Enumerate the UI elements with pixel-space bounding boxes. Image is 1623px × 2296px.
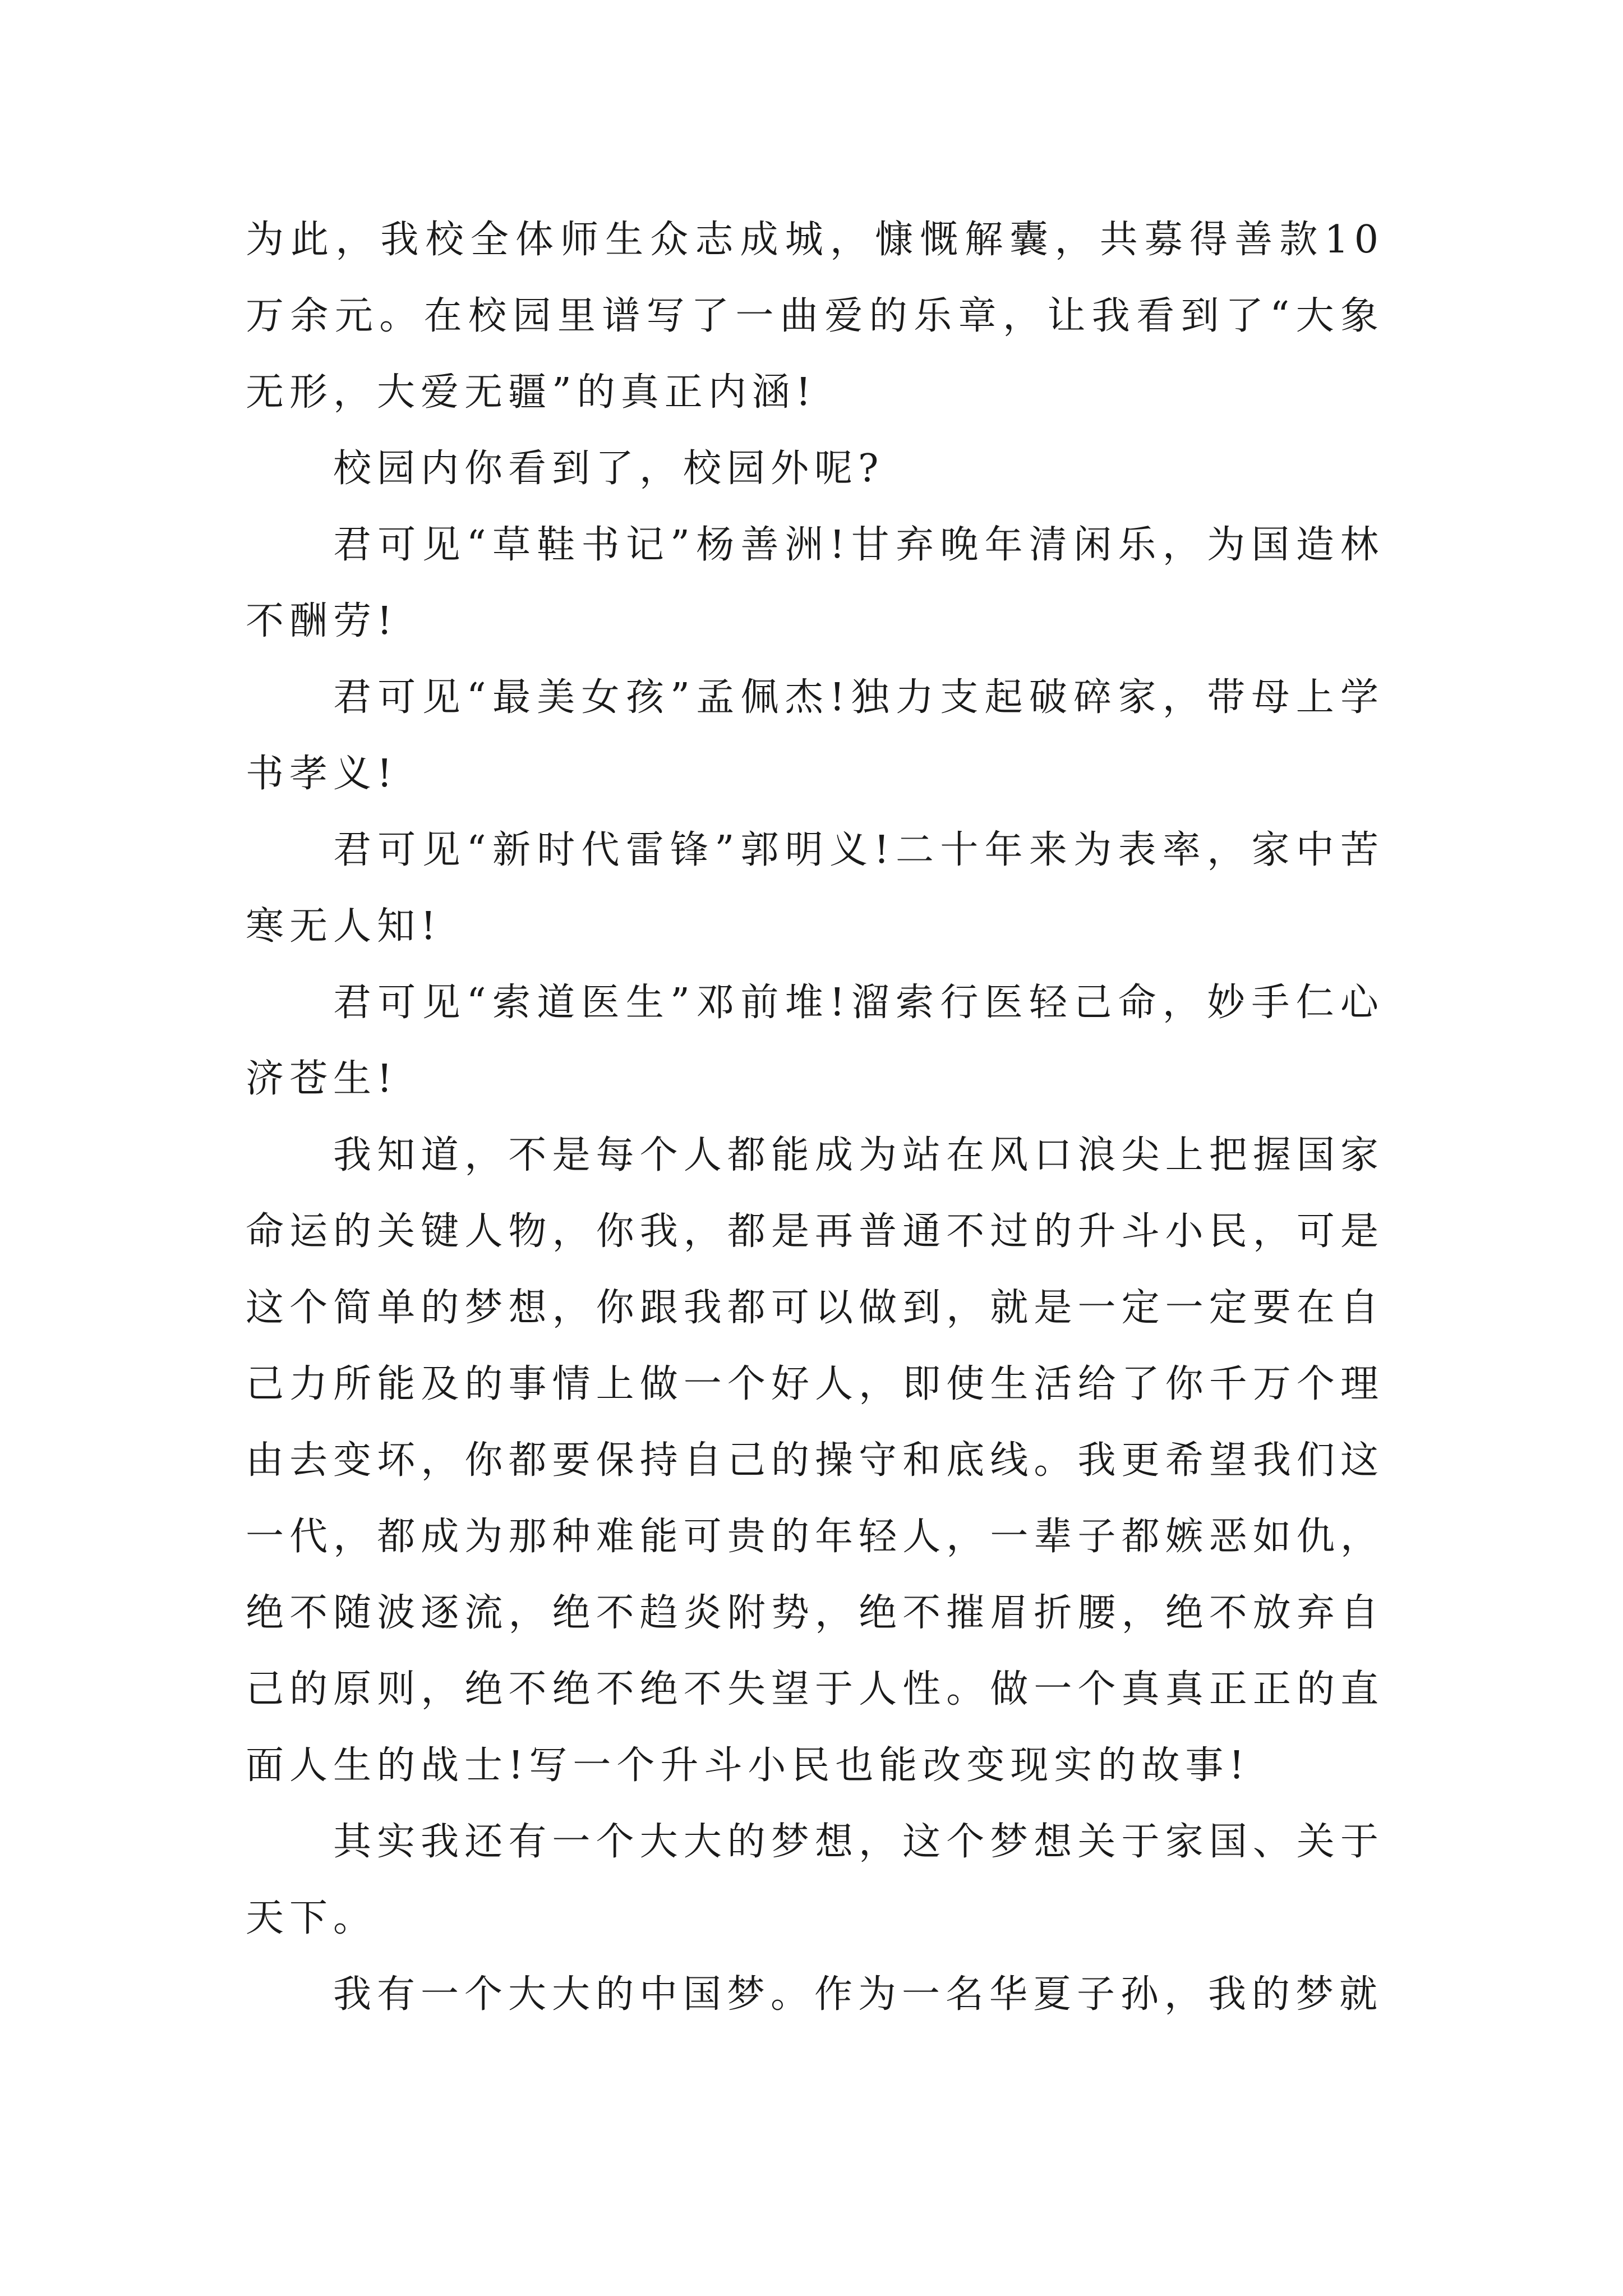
paragraph-good-person: 我知道，不是每个人都能成为站在风口浪尖上把握国家命运的关键人物，你我，都是再普通不过的升斗小民，可是这个简单的梦想，你跟我都可以做到，就是一定一定要在自己力所能及的事情上做一个好人，即使生活给了你千万个理由去变坏，你都要保持自己的操守和底线。我更希望我们这一代，都成为那种难能可贵的年轻人，一辈子都嫉恶如仇，绝不随波逐流，绝不趋炎附势，绝不摧眉折腰，绝不放弃自己的原则，绝不绝不绝不失望于人性。做一个真真正正的直面人生的战士!写一个升斗小民也能改变现实的故事! [246,1133,1384,1788]
paragraph-yang-shanzhou: 君可见“草鞋书记”杨善洲!甘弃晚年清闲乐，为国造林不酬劳! [246,523,1384,643]
paragraph-deng-qiandui: 君可见“索道医生”邓前堆!溜索行医轻己命，妙手仁心济苍生! [246,981,1384,1101]
paragraph-donation: 为此，我校全体师生众志成城，慷慨解囊，共募得善款10万余元。在校园里谱写了一曲爱的乐章，让我看到了“大象无形，大爱无疆”的真正内涵! [246,218,1384,415]
body-text [246,202,1384,2033]
paragraph-big-dream: 其实我还有一个大大的梦想，这个梦想关于家国、关于天下。 [246,1820,1384,1940]
paragraph-china-dream: 我有一个大大的中国梦。作为一名华夏子孙，我的梦就 [333,1972,1384,2017]
paragraph-guo-mingyi: 君可见“新时代雷锋”郭明义!二十年来为表率，家中苦寒无人知! [246,828,1384,949]
paragraph-campus-question: 校园内你看到了，校园外呢? [333,447,884,491]
paragraph-meng-peijie: 君可见“最美女孩”孟佩杰!独力支起破碎家，带母上学书孝义! [246,675,1384,796]
